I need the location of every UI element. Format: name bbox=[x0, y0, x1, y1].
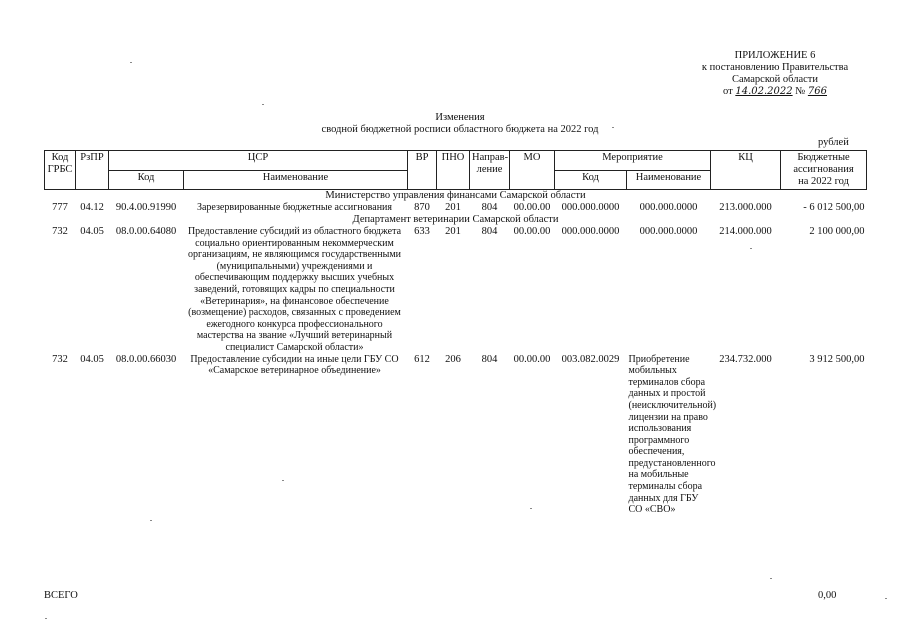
header-vr: ВР bbox=[408, 151, 437, 190]
document-title bbox=[250, 112, 670, 136]
cell-event-name: 000.000.0000 bbox=[639, 226, 698, 237]
scan-speck bbox=[262, 104, 264, 105]
handwritten-number: 766 bbox=[807, 86, 827, 97]
cell-event-kod: 003.082.0029 bbox=[561, 353, 620, 365]
header-allocations-line2: ассигнования bbox=[793, 164, 854, 175]
scan-speck bbox=[45, 618, 47, 619]
header-pno: ПНО bbox=[437, 151, 470, 190]
cell-kc: 214.000.000 bbox=[719, 226, 772, 237]
cell-amount: - 6 012 500,00 bbox=[803, 202, 865, 213]
date-prefix: от bbox=[723, 86, 733, 97]
section-row bbox=[45, 190, 867, 203]
cell-csr: 90.4.00.91990 bbox=[115, 202, 177, 213]
scan-speck bbox=[282, 480, 284, 481]
scan-speck bbox=[770, 578, 772, 579]
scan-speck bbox=[150, 520, 152, 521]
total-value: 0,00 bbox=[818, 590, 837, 601]
header-allocations bbox=[781, 151, 867, 190]
cell-vr: 870 bbox=[414, 202, 430, 213]
cell-amount: 2 100 000,00 bbox=[809, 226, 865, 237]
total-label: ВСЕГО bbox=[44, 590, 78, 601]
header-allocations-line3: на 2022 год bbox=[798, 176, 849, 187]
cell-mo: 00.00.00 bbox=[513, 202, 551, 213]
header-kod-grbs: Код ГРБС bbox=[45, 151, 76, 190]
cell-rzpr: 04.05 bbox=[80, 353, 104, 365]
budget-changes-table bbox=[44, 150, 867, 516]
cell-name: Предоставление субсидий из областного бюджета социально ориентированным некоммерческим организациям, не являющимся государственными (муниципальными) учреждениями и обеспечивающим поддержку высших учебных заведений, готовящих кадры по специальности «Ветеринария», на финансовое обеспечение (возмещение) расходов, связанных с проведением ежегодного конкурса профессионального мастерства на звание «Лучший ветеринарный специалист Самарской области» bbox=[187, 226, 402, 353]
cell-event-name: Приобретение мобильных терминалов сбора данных и простой (неисключительной) лицензии на право использования программного обеспечения, предустановленного на мобильные терминалы сбора данных для ГБУ СО «СВО» bbox=[628, 353, 717, 516]
cell-grbs: 732 bbox=[52, 226, 68, 237]
cell-name: Предоставление субсидии на иные цели ГБУ СО «Самарское ветеринарное объединение» bbox=[190, 353, 399, 377]
header-event: Мероприятие bbox=[555, 151, 711, 171]
cell-mo: 00.00.00 bbox=[513, 226, 551, 237]
table-header bbox=[45, 151, 867, 190]
scan-speck bbox=[750, 248, 752, 249]
cell-mo: 00.00.00 bbox=[513, 353, 551, 365]
header-allocations-line1: Бюджетные bbox=[797, 152, 850, 163]
header-rzpr: РзПР bbox=[76, 151, 109, 190]
handwritten-date: 14.02.2022 bbox=[735, 86, 793, 97]
cell-amount: 3 912 500,00 bbox=[809, 353, 865, 365]
cell-kc: 213.000.000 bbox=[719, 202, 772, 213]
appendix-date-line bbox=[690, 86, 860, 98]
cell-grbs: 732 bbox=[52, 353, 68, 365]
cell-pno: 201 bbox=[445, 226, 461, 237]
title-line-1: Изменения bbox=[435, 112, 485, 123]
cell-vr: 612 bbox=[414, 353, 430, 365]
cell-name: Зарезервированные бюджетные ассигнования bbox=[196, 202, 393, 213]
number-sign: № bbox=[795, 86, 806, 97]
table-body bbox=[45, 190, 867, 516]
cell-vr: 633 bbox=[414, 226, 430, 237]
scan-speck bbox=[530, 508, 532, 509]
table-row bbox=[45, 202, 867, 214]
appendix-decree: к постановлению Правительства bbox=[701, 62, 849, 73]
table-row bbox=[45, 226, 867, 354]
header-csr-kod: Код bbox=[109, 170, 184, 190]
cell-pno: 201 bbox=[445, 202, 461, 213]
cell-csr: 08.0.00.66030 bbox=[115, 353, 177, 365]
section-title: Министерство управления финансами Самарской области bbox=[325, 190, 586, 201]
appendix-region: Самарской области bbox=[732, 74, 818, 85]
header-event-name: Наименование bbox=[627, 170, 711, 190]
cell-rzpr: 04.12 bbox=[80, 202, 104, 213]
cell-direction: 804 bbox=[481, 353, 498, 365]
cell-direction: 804 bbox=[481, 202, 498, 213]
cell-event-kod: 000.000.0000 bbox=[561, 226, 620, 237]
cell-rzpr: 04.05 bbox=[80, 226, 104, 237]
header-event-kod: Код bbox=[555, 170, 627, 190]
currency-unit: рублей bbox=[818, 137, 849, 148]
header-direction-line2: ление bbox=[476, 164, 503, 175]
section-row bbox=[45, 214, 867, 226]
header-mo: МО bbox=[510, 151, 555, 190]
table-row bbox=[45, 354, 867, 516]
scan-speck bbox=[612, 127, 614, 128]
header-csr-name: Наименование bbox=[184, 170, 408, 190]
header-csr: ЦСР bbox=[109, 151, 408, 171]
section-title: Департамент ветеринарии Самарской области bbox=[352, 214, 559, 225]
scan-speck bbox=[885, 598, 887, 599]
cell-direction: 804 bbox=[481, 226, 498, 237]
cell-grbs: 777 bbox=[52, 202, 68, 213]
appendix-title: ПРИЛОЖЕНИЕ 6 bbox=[734, 50, 816, 61]
header-direction-line1: Направ- bbox=[472, 152, 509, 163]
title-line-2: сводной бюджетной росписи областного бюджета на 2022 год bbox=[321, 124, 599, 135]
appendix-block bbox=[690, 50, 860, 98]
header-kc: КЦ bbox=[711, 151, 781, 190]
scan-speck bbox=[130, 62, 132, 63]
header-direction bbox=[470, 151, 510, 190]
cell-event-name: 000.000.0000 bbox=[639, 202, 698, 213]
cell-csr: 08.0.00.64080 bbox=[115, 226, 177, 237]
cell-pno: 206 bbox=[445, 353, 461, 365]
cell-kc: 234.732.000 bbox=[719, 353, 772, 365]
cell-event-kod: 000.000.0000 bbox=[561, 202, 620, 213]
